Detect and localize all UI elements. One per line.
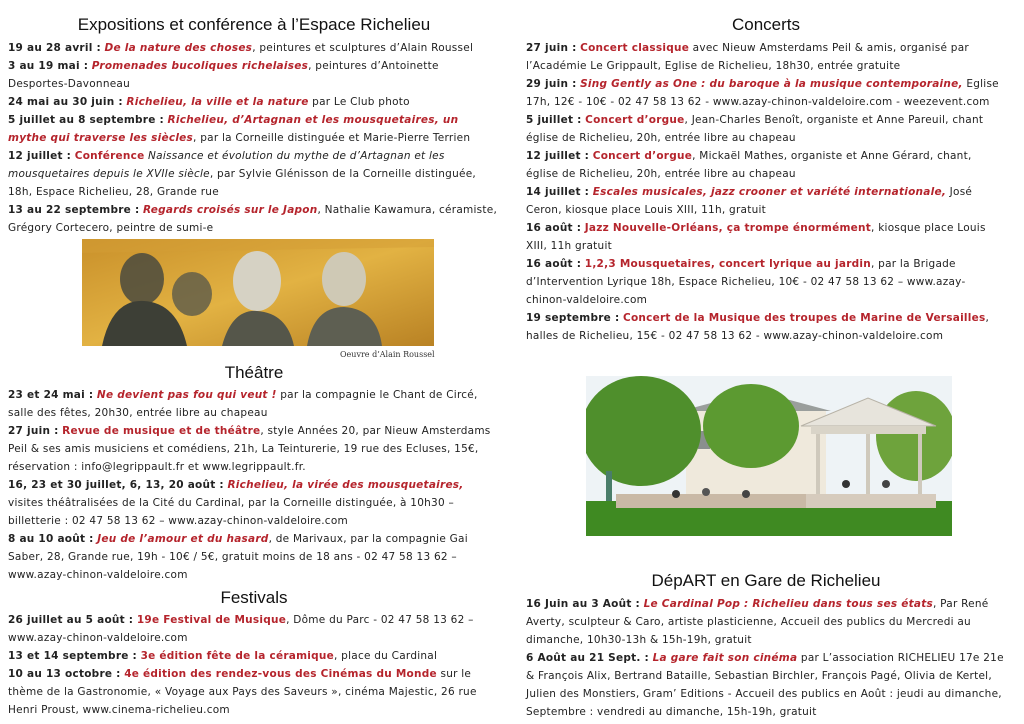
list-item: 16 août : 1,2,3 Mousquetaires, concert lyrique au jardin, par la Brigade d’Intervention Lyrique 18h, Espace Richelieu, 10€ - 02 47 58 13 62 – www.azay-chinon-valdeloire.com	[526, 258, 966, 306]
list-item: 19 septembre : Concert de la Musique des troupes de Marine de Versailles, halles de Richelieu, 15€ - 02 47 58 13 62 - www.azay-chinon-valdeloire.com	[526, 312, 990, 342]
list-item: 10 au 13 octobre : 4e édition des rendez-vous des Cinémas du Monde sur le thème de la Gastronomie, « Voyage aux Pays des Saveurs », cinéma Majestic, 26 rue Henri Proust, www.cinema-richelieu.com	[8, 668, 477, 716]
list-item: 3 au 19 mai : Promenades bucoliques richelaises, peintures d’Antoinette Desportes-Davonneau	[8, 60, 439, 90]
list-item: 16, 23 et 30 juillet, 6, 13, 20 août : Richelieu, la virée des mousquetaires, visites théâtralisées de la Cité du Cardinal, par la Corneille distinguée, à 10h30 – billetterie : 02 47 58 13 62 – www.azay-chinon-valdeloire.com	[8, 479, 464, 527]
list-item: 27 juin : Revue de musique et de théâtre, style Années 20, par Nieuw Amsterdams Peil & ses amis musiciens et comédiens, 21h, La Teinturerie, 19 rue des Ecluses, 15€, réservation : info@legrippault.fr et www.legrippault.fr.	[8, 425, 491, 473]
list-item: 24 mai au 30 juin : Richelieu, la ville et la nature par Le Club photo	[8, 96, 410, 108]
concerts-list	[526, 39, 1006, 345]
list-item: 26 juillet au 5 août : 19e Festival de Musique, Dôme du Parc - 02 47 58 13 62 – www.azay-chinon-valdeloire.com	[8, 614, 474, 644]
painting-caption: Oeuvre d’Alain Roussel	[340, 350, 435, 359]
depart-section	[526, 571, 1006, 721]
painting-image	[82, 239, 434, 346]
theatre-heading: Théâtre	[224, 363, 284, 382]
list-item: 8 au 10 août : Jeu de l’amour et du hasard, de Marivaux, par la compagnie Gai Saber, 28, Grande rue, 19h - 10€ / 5€, gratuit moins de 18 ans - 02 47 58 13 62 – www.azay-chinon-valdeloire.com	[8, 533, 468, 581]
right-column	[526, 0, 1006, 345]
list-item: 14 juillet : Escales musicales, jazz crooner et variété internationale, José Ceron, kiosque place Louis XIII, 11h, gratuit	[526, 186, 973, 216]
list-item: 12 juillet : Concert d’orgue, Mickaël Mathes, organiste et Anne Gérard, chant, église de Richelieu, 20h, entrée libre au chapeau	[526, 150, 972, 180]
list-item: 13 au 22 septembre : Regards croisés sur le Japon, Nathalie Kawamura, céramiste, Grégory Cortecero, peintre de sumi-e	[8, 204, 498, 234]
festivals-list	[8, 611, 500, 719]
painting-figures-graphic	[82, 239, 434, 346]
concerts-heading: Concerts	[731, 15, 801, 34]
list-item: 6 Août au 21 Sept. : La gare fait son cinéma par L’association RICHELIEU 17e 21e & François Alix, Bertrand Bataille, Sebastian Birchler, François Pagé, Olivia de Kertel, Julien des Monstiers, Gram’ Editions - Accueil des publics en Août : jeudi au dimanche, Septembre : vendredi au dimanche, 15h-19h, gratuit	[526, 652, 1004, 718]
festivals-heading: Festivals	[220, 588, 288, 607]
list-item: 16 août : Jazz Nouvelle-Orléans, ça trompe énormément, kiosque place Louis XIII, 11h gratuit	[526, 222, 986, 252]
list-item: 27 juin : Concert classique avec Nieuw Amsterdams Peil & amis, organisé par l’Académie Le Grippault, Eglise de Richelieu, 18h30, entrée gratuite	[526, 42, 969, 72]
kiosk-photo	[586, 376, 952, 536]
list-item: 29 juin : Sing Gently as One : du baroque à la musique contemporaine, Eglise 17h, 12€ - 10€ - 02 47 58 13 62 - www.azay-chinon-valdeloire.com - weezevent.com	[526, 78, 999, 108]
list-item: 12 juillet : Conférence Naissance et évolution du mythe de d’Artagnan et les mousquetaires depuis le XVIIe siècle, par Sylvie Glénisson de la Corneille distinguée, 18h, Espace Richelieu, 28, Grande rue	[8, 150, 476, 198]
theatre-list	[8, 386, 500, 584]
kiosk-scene-graphic	[586, 376, 952, 536]
list-item: 13 et 14 septembre : 3e édition fête de la céramique, place du Cardinal	[8, 650, 438, 662]
list-item: 5 juillet : Concert d’orgue, Jean-Charles Benoît, organiste et Anne Pareuil, chant église de Richelieu, 20h, entrée libre au chapeau	[526, 114, 984, 144]
list-item: 19 au 28 avril : De la nature des choses, peintures et sculptures d’Alain Roussel	[8, 42, 474, 54]
expositions-heading: Expositions et conférence à l’Espace Richelieu	[77, 15, 431, 34]
list-item: 16 Juin au 3 Août : Le Cardinal Pop : Richelieu dans tous ses états, Par René Averty, sculpteur & Caro, artiste plasticienne, Accueil des publics du Mercredi au dimanche, 10h30-13h & 15h-19h, gratuit	[526, 598, 989, 646]
list-item: 5 juillet au 8 septembre : Richelieu, d’Artagnan et les mousquetaires, un mythe qui traverse les siècles, par la Corneille distinguée et Marie-Pierre Terrien	[8, 114, 471, 144]
festivals-section	[8, 588, 500, 719]
list-item: 23 et 24 mai : Ne devient pas fou qui veut ! par la compagnie le Chant de Circé, salle des fêtes, 20h30, entrée libre au chapeau	[8, 389, 478, 419]
depart-list	[526, 595, 1006, 721]
depart-heading: DépART en Gare de Richelieu	[651, 571, 881, 590]
left-column	[8, 0, 500, 237]
theatre-section	[8, 363, 500, 584]
expositions-list	[8, 39, 500, 237]
